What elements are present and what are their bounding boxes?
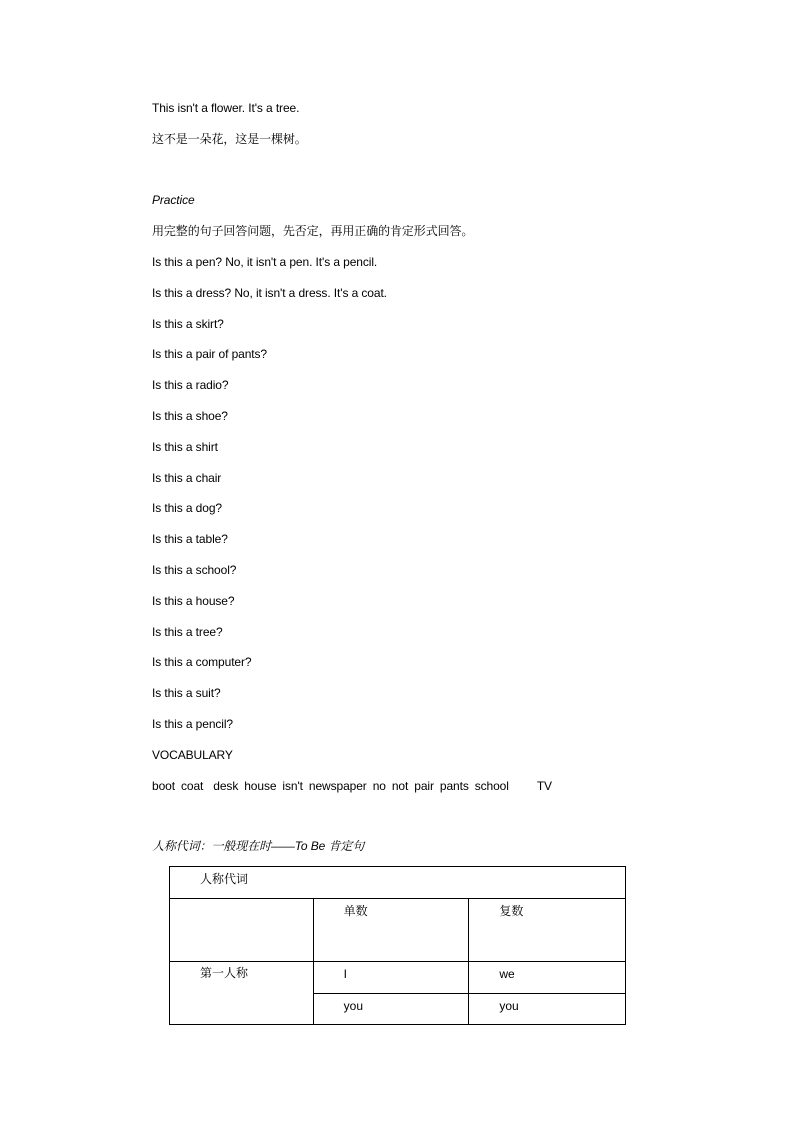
question-line: Is this a chair (152, 471, 222, 485)
practice-heading: Practice (152, 193, 195, 207)
plural-value: you (499, 999, 519, 1013)
question-line: Is this a school? (152, 563, 237, 577)
example-sentence-zh: 这不是一朵花，这是一棵树。 (152, 132, 307, 146)
singular-value: you (343, 999, 364, 1013)
vocabulary-word: boot (152, 779, 175, 793)
vocabulary-word: not (391, 779, 409, 793)
question-line: Is this a shirt (152, 440, 218, 454)
vocabulary-word: pants (439, 779, 469, 793)
question-line: Is this a table? (152, 532, 228, 546)
vocabulary-word: newspaper (308, 779, 367, 793)
vocabulary-word: pair (414, 779, 434, 793)
example-sentence-en: This isn't a flower. It's a tree. (152, 101, 300, 115)
vocabulary-list (152, 779, 558, 793)
question-line: Is this a pair of pants? (152, 347, 267, 361)
grammar-heading: 人称代词：一般现在时——To Be 肯定句 (152, 839, 365, 853)
question-line: Is this a pencil? (152, 717, 234, 731)
question-line: Is this a dog? (152, 501, 222, 515)
table-header-cell (313, 899, 469, 962)
vocabulary-word: isn't (282, 779, 303, 793)
vocabulary-word: no (372, 779, 386, 793)
table-cell (469, 994, 626, 1025)
table-row (170, 899, 626, 962)
vocabulary-word: coat (180, 779, 204, 793)
question-line: Is this a skirt? (152, 317, 224, 331)
pronoun-table (169, 866, 626, 1025)
vocabulary-word: house (244, 779, 277, 793)
table-title: 人称代词 (200, 872, 249, 886)
question-line: Is this a pen? No, it isn't a pen. It's a pencil. (152, 255, 378, 269)
row-label-first-person: 第一人称 (200, 966, 249, 980)
vocabulary-word: desk (213, 779, 239, 793)
question-line: Is this a tree? (152, 625, 223, 639)
column-header-plural: 复数 (499, 904, 524, 918)
table-title-cell (170, 867, 626, 899)
singular-value: I (343, 967, 348, 981)
table-cell-empty (170, 899, 314, 962)
table-row (170, 962, 626, 994)
question-line: Is this a suit? (152, 686, 221, 700)
table-cell (313, 994, 469, 1025)
question-line: Is this a dress? No, it isn't a dress. It's a coat. (152, 286, 387, 300)
question-line: Is this a radio? (152, 378, 229, 392)
plural-value: we (499, 967, 515, 981)
column-header-singular: 单数 (343, 904, 368, 918)
vocabulary-word: school (474, 779, 509, 793)
question-line: Is this a computer? (152, 655, 252, 669)
question-line: Is this a shoe? (152, 409, 228, 423)
table-cell (469, 962, 626, 994)
vocabulary-word: TV (536, 779, 552, 793)
question-line: Is this a house? (152, 594, 235, 608)
table-cell (313, 962, 469, 994)
vocabulary-heading: VOCABULARY (152, 748, 233, 762)
table-row (170, 867, 626, 899)
row-label-cell (170, 962, 314, 1025)
table-header-cell (469, 899, 626, 962)
practice-instruction: 用完整的句子回答问题，先否定，再用正确的肯定形式回答。 (152, 224, 474, 238)
